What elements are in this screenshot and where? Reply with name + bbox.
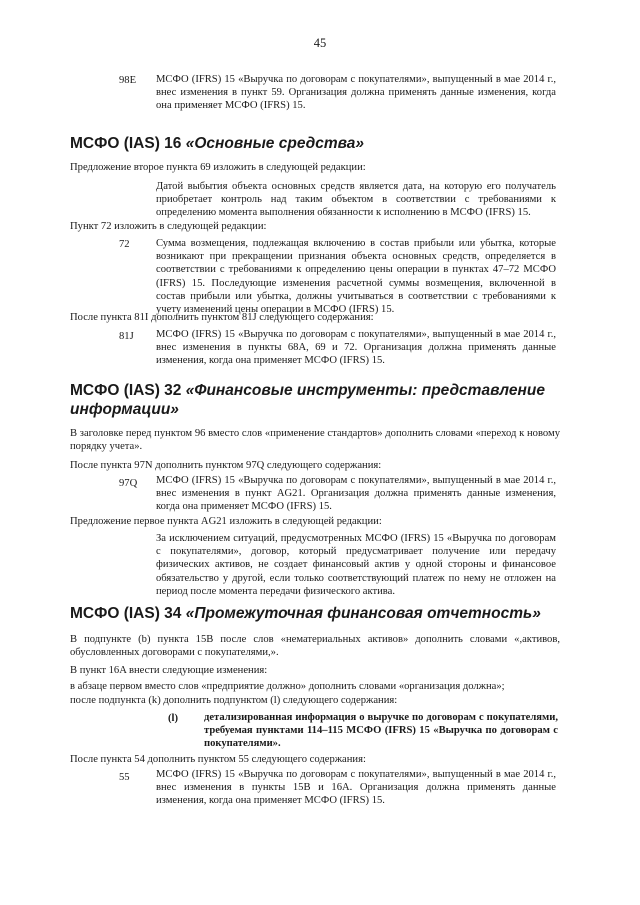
heading-prefix: МСФО (IAS) 16	[70, 135, 186, 152]
paragraph-number-55: 55	[119, 772, 130, 783]
heading-prefix: МСФО (IAS) 34	[70, 605, 186, 622]
instruction-p81j: После пункта 81I дополнить пунктом 81J следующего содержания:	[70, 312, 374, 323]
instruction-heading-p96: В заголовке перед пунктом 96 вместо слов «применение стандартов» дополнить словами «переход к новому порядку учета».	[70, 428, 560, 453]
paragraph-72-text: Сумма возмещения, подлежащая включению в состав прибыли или убытка, которые возникают при прекращении признания объекта основных средств, определяется в соответствии с требованиями к определению цены операции в пунктах 47–72 МСФО (IFRS) 15. Последующие изменения расчетной суммы возмещения, включенной в состав прибыли или убытка, должны учитываться в соответствии с требованиями к учету изменений цены операции в МСФО (IFRS) 15.	[156, 238, 556, 316]
heading-title-line1: «Финансовые инструменты: представление	[185, 382, 545, 399]
paragraph-number-98e: 98E	[119, 75, 137, 86]
paragraph-97q-text: МСФО (IFRS) 15 «Выручка по договорам с покупателями», выпущенный в мае 2014 г., внес изменения в пункт AG21. Организация должна применять данные изменения, когда она применяет МСФО (IFRS) 15.	[156, 475, 556, 513]
section-heading-ias32	[70, 381, 590, 419]
heading-title: «Основные средства»	[185, 135, 365, 152]
quote-p69: Датой выбытия объекта основных средств является дата, на которую его получатель приобретает контроль над таким объектом в соответствии с требованиями к определению момента выполнения обязанности к исполнению в МСФО (IFRS) 15.	[156, 181, 556, 219]
instruction-ag21: Предложение первое пункта AG21 изложить в следующей редакции:	[70, 516, 382, 527]
paragraph-number-97q: 97Q	[119, 478, 138, 489]
quote-ag21: За исключением ситуаций, предусмотренных МСФО (IFRS) 15 «Выручка по договорам с покупателями», договор, который предусматривает получение или передачу физических активов, не создает финансовый актив у одной стороны и финансовое обязательство у другой, если только соответствующий платеж по нему не отложен на период после момента передачи физического актива.	[156, 533, 556, 597]
section-heading-ias16	[70, 134, 590, 153]
instruction-p15b: В подпункте (b) пункта 15B после слов «нематериальных активов» дополнить словами «,активов, обусловленных договорами с покупателями,».	[70, 634, 560, 659]
paragraph-55-text: МСФО (IFRS) 15 «Выручка по договорам с покупателями», выпущенный в мае 2014 г., внес изменения в пункты 15B и 16A. Организация должна применять данные изменения, когда она применяет МСФО (IFRS) 15.	[156, 769, 556, 807]
instruction-p16a: В пункт 16A внести следующие изменения:	[70, 665, 268, 676]
paragraph-98e-text: МСФО (IFRS) 15 «Выручка по договорам с покупателями», выпущенный в мае 2014 г., внес изменения в пункт 59. Организация должна применять данные изменения, когда она применяет МСФО (IFRS) 15.	[156, 74, 556, 112]
paragraph-81j-text: МСФО (IFRS) 15 «Выручка по договорам с покупателями», выпущенный в мае 2014 г., внес изменения в пункты 68A, 69 и 72. Организация должна применять данные изменения, когда она применяет МСФО (IFRS) 15.	[156, 329, 556, 367]
instruction-p72: Пункт 72 изложить в следующей редакции:	[70, 221, 267, 232]
heading-title-line2: информации»	[70, 401, 179, 418]
paragraph-number-81j: 81J	[119, 331, 134, 342]
section-heading-ias34	[70, 604, 590, 623]
heading-title: «Промежуточная финансовая отчетность»	[185, 605, 541, 622]
page-number: 45	[313, 36, 327, 50]
subparagraph-l-text: детализированная информация о выручке по договорам с покупателями, требуемая пунктами 114–115 МСФО (IFRS) 15 «Выручка по договорам с покупателями».	[204, 712, 558, 750]
instruction-p16a-l: после подпункта (k) дополнить подпунктом (l) следующего содержания:	[70, 695, 398, 706]
instruction-p55: После пункта 54 дополнить пунктом 55 следующего содержания:	[70, 754, 366, 765]
paragraph-number-72: 72	[119, 239, 130, 250]
instruction-p16a-first: в абзаце первом вместо слов «предприятие должно» дополнить словами «организация должна»;	[70, 681, 505, 692]
instruction-p69: Предложение второе пункта 69 изложить в следующей редакции:	[70, 162, 366, 173]
subparagraph-number-l: (l)	[168, 713, 178, 724]
instruction-p97q: После пункта 97N дополнить пунктом 97Q следующего содержания:	[70, 460, 382, 471]
heading-prefix: МСФО (IAS) 32	[70, 382, 186, 399]
